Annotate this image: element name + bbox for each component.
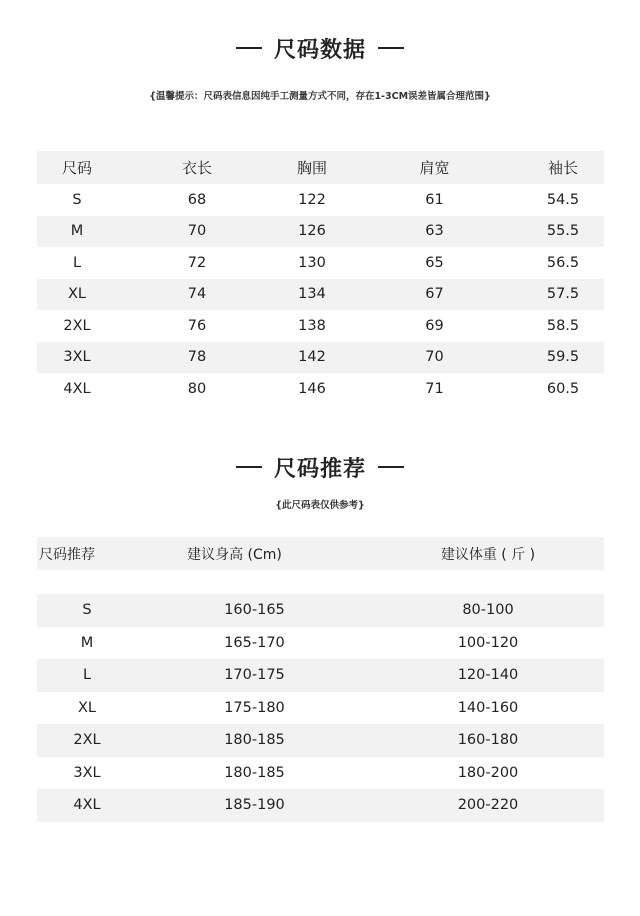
table-cell-size: 2XL xyxy=(73,732,101,749)
size-recommend-header-row xyxy=(37,537,604,570)
header-sleeve: 袖长 xyxy=(547,159,578,177)
table-row xyxy=(37,342,604,374)
size-data-heading xyxy=(0,32,640,64)
table-row xyxy=(37,279,604,311)
table-cell-height: 175-180 xyxy=(224,699,285,716)
size-recommend-note: {此尺码表仅供参考} xyxy=(275,500,365,511)
table-cell-shoulder: 63 xyxy=(425,223,444,240)
table-cell-size: 3XL xyxy=(63,349,91,366)
table-cell-length: 78 xyxy=(187,349,207,366)
size-data-header-row xyxy=(37,151,604,184)
table-cell-size: M xyxy=(70,223,84,240)
table-cell-shoulder: 61 xyxy=(425,191,444,208)
header-height: 建议身高 (Cm) xyxy=(187,546,282,563)
table-row xyxy=(37,789,604,822)
header-weight: 建议体重 ( 斤 ) xyxy=(440,546,536,563)
table-cell-size: L xyxy=(82,667,92,684)
table-cell-shoulder: 69 xyxy=(425,317,444,334)
table-cell-length: 76 xyxy=(187,317,207,334)
table-cell-height: 180-185 xyxy=(224,764,285,781)
table-cell-height: 160-165 xyxy=(224,602,285,619)
header-size: 尺码 xyxy=(61,159,92,177)
table-cell-size: XL xyxy=(67,286,86,303)
table-cell-length: 68 xyxy=(187,191,207,208)
table-cell-length: 80 xyxy=(187,380,207,397)
table-row xyxy=(37,184,604,216)
table-row xyxy=(37,216,604,248)
table-cell-size: L xyxy=(72,254,82,271)
header-chest: 胸围 xyxy=(296,159,327,177)
table-cell-chest: 138 xyxy=(298,317,326,334)
table-cell-shoulder: 70 xyxy=(425,349,444,366)
table-cell-weight: 100-120 xyxy=(457,634,519,651)
table-cell-chest: 134 xyxy=(298,286,326,303)
table-cell-chest: 126 xyxy=(298,223,326,240)
table-cell-shoulder: 65 xyxy=(425,254,444,271)
table-cell-sleeve: 54.5 xyxy=(546,191,580,208)
table-cell-size: S xyxy=(82,602,92,619)
table-cell-weight: 200-220 xyxy=(457,797,519,814)
table-cell-size: S xyxy=(72,191,82,208)
table-row xyxy=(37,692,604,725)
table-cell-weight: 80-100 xyxy=(462,602,514,619)
table-cell-sleeve: 57.5 xyxy=(546,286,580,303)
table-cell-size: M xyxy=(80,634,94,651)
table-cell-chest: 146 xyxy=(298,380,326,397)
size-data-title: 尺码数据 xyxy=(273,37,366,63)
table-cell-length: 72 xyxy=(187,254,207,271)
table-row xyxy=(37,627,604,660)
heading-dash-left xyxy=(236,47,262,49)
size-data-note: {温馨提示：尺码表信息因纯手工测量方式不同，存在1-3CM误差皆属合理范围} xyxy=(149,91,491,102)
size-data-table xyxy=(37,151,604,405)
table-cell-size: 4XL xyxy=(63,380,91,397)
size-recommend-table xyxy=(37,537,604,822)
table-cell-weight: 120-140 xyxy=(457,667,519,684)
table-cell-weight: 160-180 xyxy=(457,732,519,749)
table-row xyxy=(37,594,604,627)
table-cell-weight: 140-160 xyxy=(457,699,519,716)
table-cell-length: 74 xyxy=(187,286,207,303)
header-shoulder: 肩宽 xyxy=(419,159,450,177)
table-cell-weight: 180-200 xyxy=(457,764,519,781)
header-spacer xyxy=(37,570,604,594)
table-cell-shoulder: 71 xyxy=(425,380,444,397)
table-cell-sleeve: 59.5 xyxy=(546,349,580,366)
table-cell-sleeve: 56.5 xyxy=(546,254,580,271)
header-size-recommend: 尺码推荐 xyxy=(39,546,95,563)
table-cell-sleeve: 55.5 xyxy=(546,223,580,240)
table-cell-length: 70 xyxy=(187,223,207,240)
heading-dash-right xyxy=(378,466,404,468)
heading-dash-left xyxy=(236,466,262,468)
table-cell-height: 185-190 xyxy=(224,797,285,814)
table-cell-sleeve: 60.5 xyxy=(546,380,580,397)
table-row xyxy=(37,373,604,405)
table-row xyxy=(37,310,604,342)
table-cell-size: 3XL xyxy=(73,764,101,781)
table-cell-size: 4XL xyxy=(73,797,101,814)
header-length: 衣长 xyxy=(181,159,212,177)
table-cell-height: 170-175 xyxy=(224,667,285,684)
table-row xyxy=(37,757,604,790)
table-cell-chest: 130 xyxy=(298,254,326,271)
table-cell-chest: 142 xyxy=(298,349,326,366)
table-cell-size: XL xyxy=(77,699,96,716)
table-cell-height: 180-185 xyxy=(224,732,285,749)
heading-dash-right xyxy=(378,47,404,49)
table-row xyxy=(37,724,604,757)
table-cell-size: 2XL xyxy=(63,317,91,334)
table-cell-shoulder: 67 xyxy=(425,286,444,303)
table-cell-sleeve: 58.5 xyxy=(546,317,580,334)
size-recommend-title: 尺码推荐 xyxy=(273,456,366,482)
table-cell-height: 165-170 xyxy=(224,634,285,651)
table-row xyxy=(37,247,604,279)
table-row xyxy=(37,659,604,692)
size-recommend-heading xyxy=(0,451,640,483)
table-cell-chest: 122 xyxy=(298,191,326,208)
